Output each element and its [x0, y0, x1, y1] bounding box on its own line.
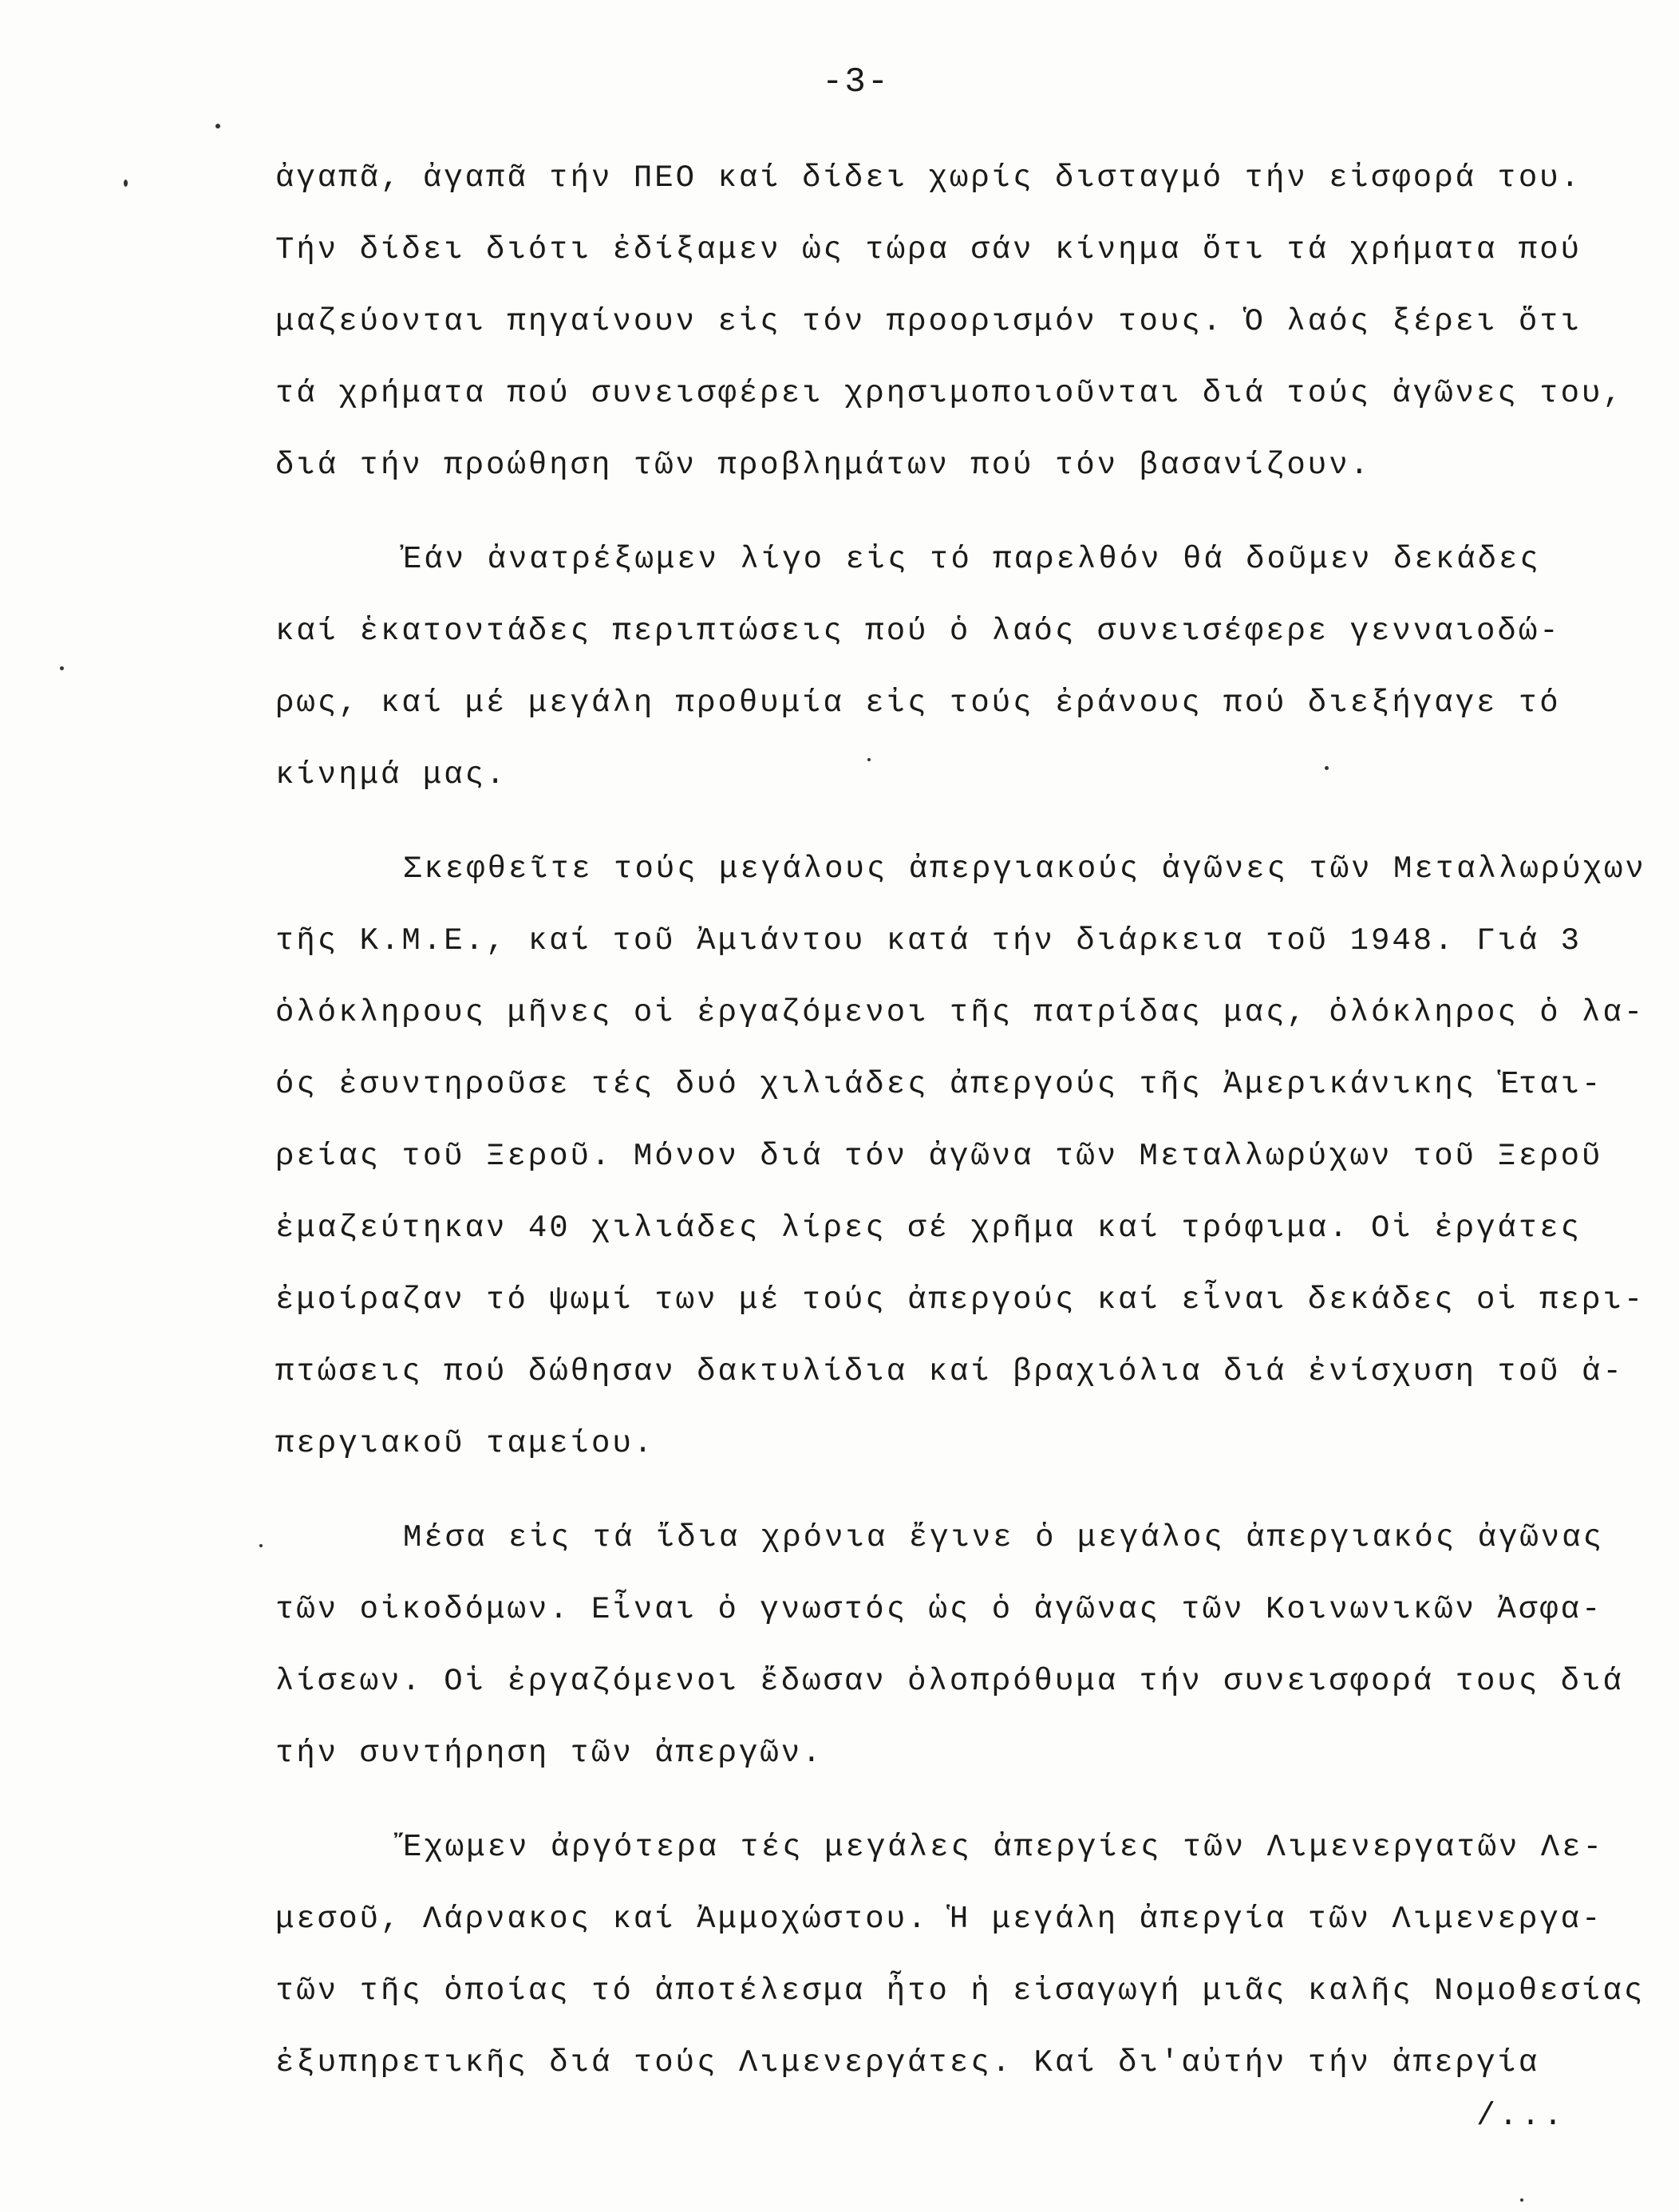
text-line: ἐξυπηρετικῆς διά τούς Λιμενεργάτες. Καί δι'αὐτήν τήν ἀπεργία — [275, 2045, 1540, 2080]
text-line: ός ἐσυντηροῦσε τές δυό χιλιάδες ἀπεργούς τῆς Ἀμερικάνικης Ἑται- — [275, 1067, 1603, 1102]
text-line: τήν συντήρηση τῶν ἀπεργῶν. — [275, 1736, 824, 1771]
scan-speck — [1520, 2198, 1523, 2202]
paragraph-5 — [275, 1811, 1645, 2099]
paragraph-2 — [275, 523, 1632, 811]
text-line: πτώσεις πού δώθησαν δακτυλίδια καί βραχιόλια διά ἐνίσχυση τοῦ ἀ- — [275, 1354, 1624, 1389]
scan-speck — [867, 758, 871, 761]
paragraph-3 — [275, 833, 1646, 1479]
text-line: Μέσα εἰς τά ἴδια χρόνια ἔγινε ὁ μεγάλος ἀπεργιακός ἀγῶνας — [403, 1520, 1605, 1555]
text-line: Τήν δίδει διότι ἐδίξαμεν ὡς τώρα σάν κίνημα ὅτι τά χρήματα πού — [275, 232, 1582, 267]
text-line: τῆς Κ.Μ.Ε., καί τοῦ Ἀμιάντου κατά τήν διάρκεια τοῦ 1948. Γιά 3 — [275, 923, 1582, 958]
text-line: ρως, καί μέ μεγάλη προθυμία εἰς τούς ἐράνους πού διεξήγαγε τό — [275, 685, 1561, 721]
text-line: καί ἑκατοντάδες περιπτώσεις πού ὁ λαός συνεισέφερε γενναιοδώ- — [275, 614, 1561, 649]
text-line: ὁλόκληρους μῆνες οἱ ἐργαζόμενοι τῆς πατρίδας μας, ὁλόκληρος ὁ λα- — [275, 995, 1645, 1030]
scan-speck — [259, 1544, 263, 1547]
scan-speck — [124, 180, 128, 187]
text-line: λίσεων. Οἱ ἐργαζόμενοι ἔδωσαν ὁλοπρόθυμα τήν συνεισφορά τους διά — [275, 1664, 1624, 1699]
paragraph-4 — [275, 1502, 1632, 1789]
text-line: τῶν τῆς ὁποίας τό ἀποτέλεσμα ἦτο ἡ εἰσαγωγή μιᾶς καλῆς Νομοθεσίας — [275, 1973, 1645, 2009]
text-line: μαζεύονται πηγαίνουν εἰς τόν προορισμόν τους. Ὁ λαός ξέρει ὅτι — [275, 304, 1582, 339]
text-line: ἀγαπᾶ, ἀγαπᾶ τήν ΠΕΟ καί δίδει χωρίς δισταγμό τήν εἰσφορά του. — [275, 160, 1582, 196]
continuation-mark: /... — [1476, 2099, 1566, 2135]
page-number: -3- — [822, 62, 891, 102]
text-line: διά τήν προώθηση τῶν προβλημάτων πού τόν βασανίζουν. — [275, 448, 1371, 483]
scan-speck — [1325, 766, 1329, 770]
text-line: περγιακοῦ ταμείου. — [275, 1426, 655, 1461]
text-line: ἐμοίραζαν τό ψωμί των μέ τούς ἀπεργούς καί εἶναι δεκάδες οἱ περι- — [275, 1282, 1645, 1317]
text-line: Ἔχωμεν ἀργότερα τές μεγάλες ἀπεργίες τῶν Λιμενεργατῶν Λε- — [403, 1830, 1605, 1865]
text-line: ἐμαζεύτηκαν 40 χιλιάδες λίρες σέ χρῆμα καί τρόφιμα. Οἱ ἐργάτες — [275, 1211, 1582, 1246]
scan-speck — [60, 666, 64, 670]
body-text — [275, 142, 1646, 2121]
scan-speck — [215, 124, 220, 128]
text-line: κίνημά μας. — [275, 757, 508, 792]
text-line: ρείας τοῦ Ξεροῦ. Μόνον διά τόν ἀγῶνα τῶν Μεταλλωρύχων τοῦ Ξεροῦ — [275, 1139, 1603, 1174]
text-line: τά χρήματα πού συνεισφέρει χρησιμοποιοῦνται διά τούς ἀγῶνες του, — [275, 376, 1624, 411]
text-line: Ἐάν ἀνατρέξωμεν λίγο εἰς τό παρελθόν θά δοῦμεν δεκάδες — [403, 542, 1541, 577]
text-line: μεσοῦ, Λάρνακος καί Ἀμμοχώστου. Ἡ μεγάλη ἀπεργία τῶν Λιμενεργα- — [275, 1902, 1603, 1937]
text-line: τῶν οἰκοδόμων. Εἶναι ὁ γνωστός ὡς ὁ ἀγῶνας τῶν Κοινωνικῶν Ἀσφα- — [275, 1592, 1603, 1627]
paragraph-1 — [275, 142, 1632, 501]
text-line: Σκεφθεῖτε τούς μεγάλους ἀπεργιακούς ἀγῶνες τῶν Μεταλλωρύχων — [403, 851, 1646, 887]
